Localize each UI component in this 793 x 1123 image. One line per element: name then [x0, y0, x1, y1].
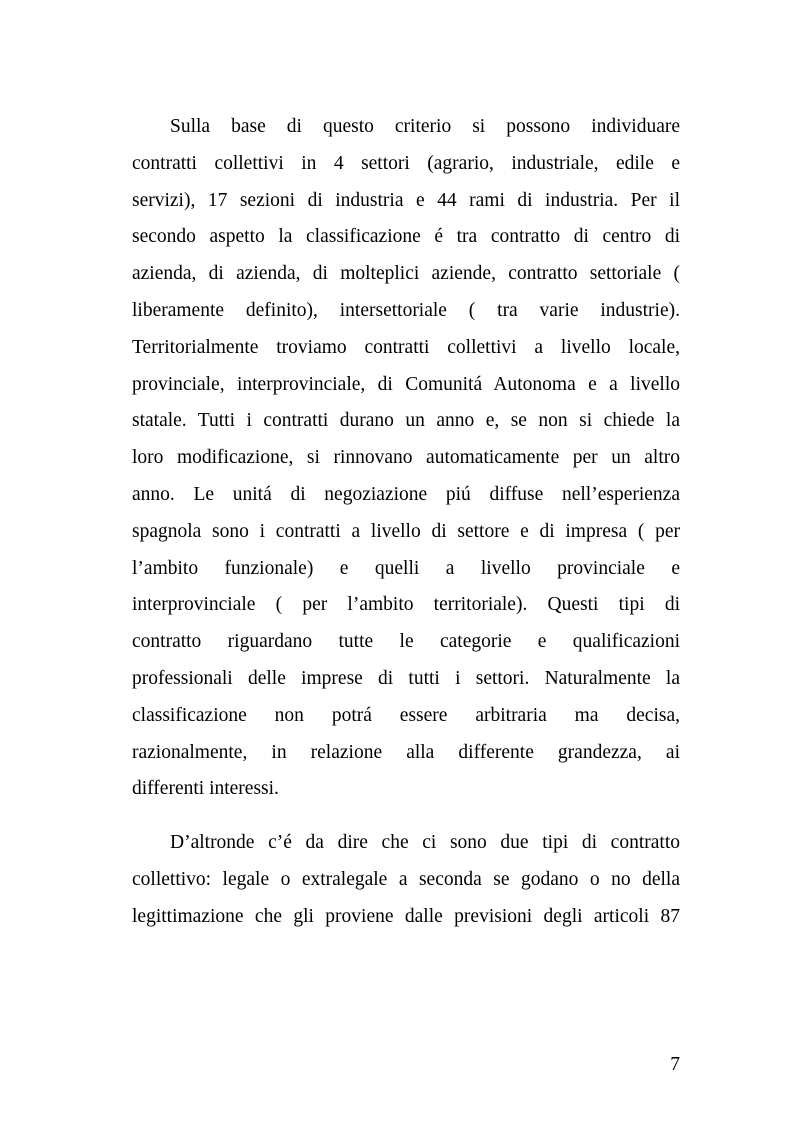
text-line: interprovinciale ( per l’ambito territoriale). Questi tipi di [132, 594, 680, 616]
text-line: legittimazione che gli proviene dalle previsioni degli articoli 87 [132, 905, 680, 927]
paragraph-1 [132, 109, 680, 808]
text-line: Territorialmente troviamo contratti collettivi a livello locale, [132, 336, 680, 358]
text-line: razionalmente, in relazione alla differente grandezza, ai [132, 741, 680, 763]
text-line: professionali delle imprese di tutti i settori. Naturalmente la [132, 667, 680, 689]
text-line: Sulla base di questo criterio si possono individuare [170, 116, 680, 137]
text-line: contratto riguardano tutte le categorie e qualificazioni [132, 631, 680, 653]
text-line: statale. Tutti i contratti durano un anno e, se non si chiede la [132, 410, 680, 432]
text-line: liberamente definito), intersettoriale ( tra varie industrie). [132, 299, 680, 321]
text-line: loro modificazione, si rinnovano automaticamente per un altro [132, 447, 680, 469]
text-line: D’altronde c’é da dire che ci sono due tipi di contratto [170, 832, 680, 853]
page-number: 7 [670, 1054, 680, 1075]
text-line: provinciale, interprovinciale, di Comunitá Autonoma e a livello [132, 373, 680, 395]
text-line: spagnola sono i contratti a livello di settore e di impresa ( per [132, 520, 680, 542]
text-line: azienda, di azienda, di molteplici aziende, contratto settoriale ( [132, 263, 680, 285]
text-line: classificazione non potrá essere arbitraria ma decisa, [132, 704, 680, 726]
text-line: l’ambito funzionale) e quelli a livello provinciale e [132, 557, 680, 579]
paragraph-2 [132, 825, 680, 935]
text-line: secondo aspetto la classificazione é tra contratto di centro di [132, 226, 680, 248]
text-line: servizi), 17 sezioni di industria e 44 rami di industria. Per il [132, 189, 680, 211]
text-line: contratti collettivi in 4 settori (agrario, industriale, edile e [132, 152, 680, 174]
text-line: collettivo: legale o extralegale a seconda se godano o no della [132, 868, 680, 890]
text-line: differenti interessi. [132, 778, 279, 800]
text-line: anno. Le unitá di negoziazione piú diffuse nell’esperienza [132, 483, 680, 505]
